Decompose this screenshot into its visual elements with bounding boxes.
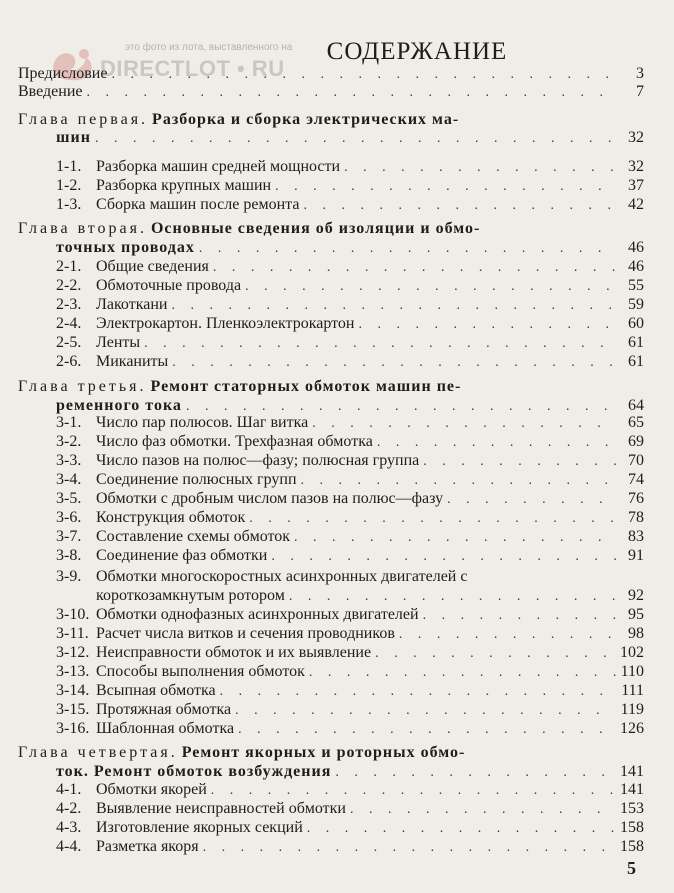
toc-item [56,157,644,176]
section-label: Разборка машин средней мощности [96,158,341,175]
watermark-brand: DIRECTLOT • RU [100,56,285,81]
toc-page-number: 59 [628,296,644,313]
chapter-heading [18,110,644,129]
toc-page-number: 32 [628,158,644,175]
section-label: Всыпная обмотка [96,682,216,699]
toc-page-number: 110 [620,663,644,680]
dot-leader [423,452,616,471]
section-number: 3-13. [56,663,90,680]
dot-leader [344,158,616,177]
toc-item [56,527,644,546]
dot-leader [211,781,616,800]
section-number: 4-2. [56,800,82,817]
toc-item [56,470,644,489]
toc-page-number: 126 [620,720,644,737]
toc-page-number: 55 [628,277,644,294]
toc-item [56,700,644,719]
dot-leader [350,800,616,819]
dot-leader [447,490,616,509]
section-label: Протяжная обмотка [96,701,232,718]
toc-page-number: 111 [621,682,644,699]
toc-item [56,567,644,586]
toc-item [56,780,644,799]
toc-page-number: 46 [628,239,644,256]
toc-entry-preface [18,64,644,83]
dot-leader [245,277,616,296]
section-label: Общие сведения [96,258,209,275]
dot-leader [375,644,616,663]
section-label: Соединение фаз обмотки [96,547,268,564]
toc-item [56,295,644,314]
chapter-heading-cont [56,238,644,257]
toc-page-number: 91 [628,547,644,564]
section-label: Соединение полюсных групп [96,471,297,488]
dot-leader [203,838,616,857]
section-label: Составление схемы обмоток [96,528,291,545]
dot-leader [213,258,616,277]
dot-leader [301,471,616,490]
toc-item [56,413,644,432]
dot-leader [312,414,616,433]
chapter-lead: Глава первая. [18,111,149,128]
toc-item [56,489,644,508]
section-number: 3-14. [56,682,90,699]
section-number: 2-1. [56,258,82,275]
toc-item [56,546,644,565]
chapter-heading [18,377,644,396]
section-number: 4-1. [56,781,82,798]
toc-page-number: 3 [636,65,644,82]
chapter-title: Ремонт якорных и роторных обмо- [181,744,466,761]
dot-leader [377,433,616,452]
chapter-title-cont: шин [56,129,91,146]
toc-page-number: 158 [620,819,644,836]
toc-page-number: 7 [636,83,644,100]
toc-page-number: 61 [628,334,644,351]
dot-leader [144,334,616,353]
chapter-title-cont: ременного тока [56,397,182,414]
section-label: Шаблонная обмотка [96,720,235,737]
section-label: Лакоткани [96,296,168,313]
section-number: 3-10. [56,606,90,623]
dot-leader [399,625,616,644]
dot-leader [199,239,616,258]
dot-leader [249,509,616,528]
dot-leader [238,720,616,739]
toc-item [56,662,644,681]
section-label: Способы выполнения обмоток [96,663,305,680]
section-number: 1-2. [56,177,82,194]
toc-page-number: 60 [628,315,644,332]
section-label: Расчет числа витков и сечения проводников [96,625,395,642]
chapter-lead: Глава третья. [18,378,147,395]
section-number: 3-6. [56,509,82,526]
section-number: 3-5. [56,490,82,507]
toc-item [56,257,644,276]
chapter-lead: Глава вторая. [18,220,147,237]
toc-page-number: 153 [620,800,644,817]
toc-item [56,333,644,352]
section-number: 3-2. [56,433,82,450]
section-number: 1-1. [56,158,82,175]
section-label: Миканиты [96,353,169,370]
section-label: Неисправности обмоток и их выявление [96,644,372,661]
dot-leader [95,129,616,148]
page-number: 5 [627,858,636,878]
section-number: 2-2. [56,277,82,294]
toc-item [56,176,644,195]
section-label: Разметка якоря [96,838,199,855]
toc-item [56,624,644,643]
section-label: Изготовление якорных секций [96,819,303,836]
toc-page-number: 74 [628,471,644,488]
dot-leader [307,819,616,838]
toc-page-number: 95 [628,606,644,623]
section-label-cont: короткозамкнутым ротором [96,587,285,604]
section-number: 4-3. [56,819,82,836]
toc-page-number: 78 [628,509,644,526]
toc-item [56,508,644,527]
toc-page-number: 83 [628,528,644,545]
chapter-heading [18,743,644,762]
chapter-heading [18,219,644,238]
section-number: 1-3. [56,196,82,213]
section-number: 3-11. [56,625,89,642]
section-number: 3-12. [56,644,90,661]
toc-item [56,799,644,818]
dot-leader [271,547,616,566]
section-number: 3-9. [56,568,82,585]
page-title: СОДЕРЖАНИЕ [326,38,508,65]
toc-page-number: 69 [628,433,644,450]
toc-item [56,818,644,837]
section-number: 3-1. [56,414,82,431]
dot-leader [303,196,616,215]
dot-leader [171,296,616,315]
chapter-lead: Глава четвертая. [18,744,178,761]
toc-item [56,643,644,662]
toc-page-number: 42 [628,196,644,213]
section-label: Электрокартон. Пленкоэлектрокартон [96,315,355,332]
toc-page-number: 141 [620,781,644,798]
section-label: Обмотки с дробным числом пазов на полюс—фазу [96,490,444,507]
dot-leader [289,587,616,606]
chapter-heading-cont [56,762,644,781]
section-label: Число пазов на полюс—фазу; полюсная группа [96,452,420,469]
toc-page-number: 76 [628,490,644,507]
section-label: Конструкция обмоток [96,509,246,526]
toc-item [56,681,644,700]
dot-leader [359,315,617,334]
section-label: Ленты [96,334,141,351]
toc-item [56,719,644,738]
toc-page-number: 102 [620,644,644,661]
section-label: Разборка крупных машин [96,177,272,194]
section-number: 3-8. [56,547,82,564]
section-number: 3-3. [56,452,82,469]
toc-item [56,432,644,451]
toc-item [56,195,644,214]
toc-page-number: 70 [628,452,644,469]
chapter-heading-cont [56,128,644,147]
dot-leader [220,682,616,701]
toc-item [56,605,644,624]
section-label: Число фаз обмотки. Трехфазная обмотка [96,433,373,450]
section-number: 4-4. [56,838,82,855]
section-label: Обмотки якорей [96,781,207,798]
dot-leader [87,83,617,102]
toc-item [56,314,644,333]
dot-leader [275,177,616,196]
dot-leader [423,606,616,625]
section-label: Число пар полюсов. Шаг витка [96,414,309,431]
chapter-title: Ремонт статорных обмоток машин пе- [150,378,462,395]
toc-page-number: 64 [628,397,644,414]
toc-page-number: 92 [628,587,644,604]
dot-leader [309,663,616,682]
section-number: 2-5. [56,334,82,351]
section-number: 3-7. [56,528,82,545]
toc-page-number: 37 [628,177,644,194]
toc-page-number: 119 [620,701,644,718]
section-number: 3-15. [56,701,90,718]
dot-leader [172,353,616,372]
section-label: Сборка машин после ремонта [96,196,300,213]
toc-entry-introduction [18,82,644,101]
chapter-title-cont: точных проводах [56,239,195,256]
toc-item-cont [96,586,644,605]
toc-page-number: 141 [620,763,644,780]
section-label: Обмоточные провода [96,277,242,294]
chapter-title: Разборка и сборка электрических ма- [152,111,460,128]
toc-page-number: 158 [620,838,644,855]
dot-leader [294,528,616,547]
chapter-title: Основные сведения об изоляции и обмо- [150,220,481,237]
toc-item [56,352,644,371]
toc-page-number: 98 [628,625,644,642]
toc-item [56,837,644,856]
toc-item [56,451,644,470]
chapter-title-cont: ток. Ремонт обмоток возбуждения [56,763,332,780]
toc-entry-label: Введение [18,83,83,100]
toc-page-number: 65 [628,414,644,431]
toc-page-number: 32 [628,129,644,146]
section-number: 2-6. [56,353,82,370]
section-label: Выявление неисправностей обмотки [96,800,346,817]
toc-page-number: 46 [628,258,644,275]
section-number: 3-16. [56,720,90,737]
toc-page-number: 61 [628,353,644,370]
section-label: Обмотки многоскоростных асинхронных двигателей с [96,568,468,585]
toc-item [56,276,644,295]
section-label: Обмотки однофазных асинхронных двигателей [96,606,419,623]
section-number: 2-3. [56,296,82,313]
watermark-caption: это фото из лота, выставленного на [125,42,293,53]
section-number: 3-4. [56,471,82,488]
dot-leader [235,701,616,720]
toc-entry-label: Предисловие [18,65,108,82]
section-number: 2-4. [56,315,82,332]
